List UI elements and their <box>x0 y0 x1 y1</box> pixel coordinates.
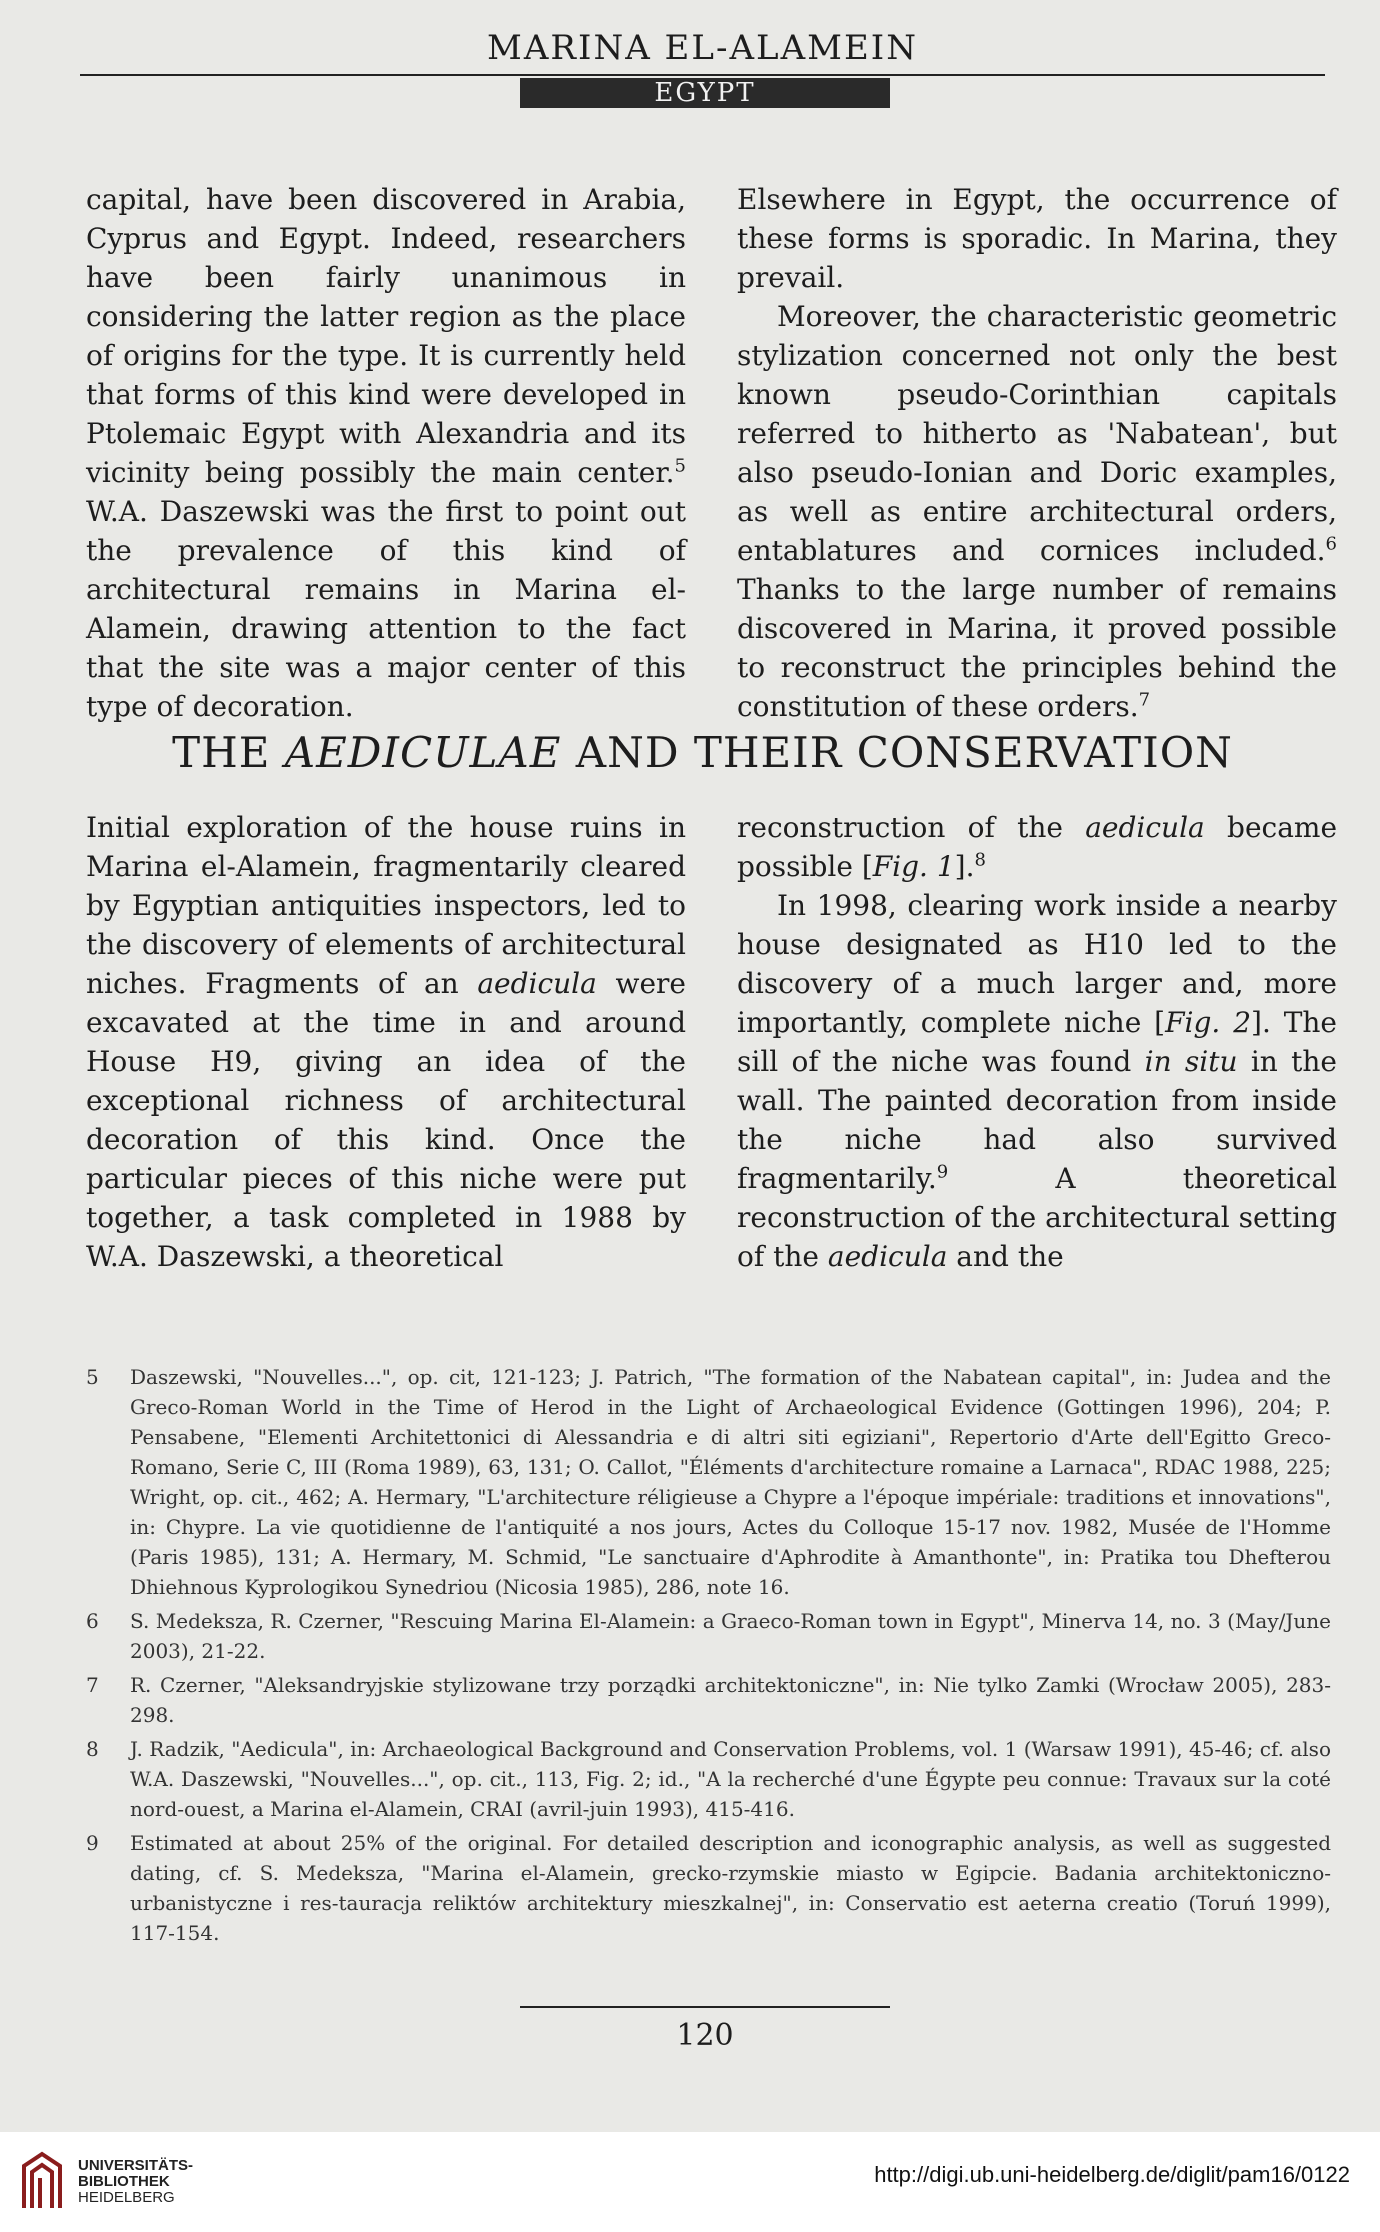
source-url-link[interactable]: http://digi.ub.uni-heidelberg.de/diglit/pam16/0122 <box>874 2162 1350 2187</box>
header-rule <box>80 74 1325 76</box>
section-label: EGYPT <box>520 78 890 108</box>
footnote-ref[interactable]: 7 <box>1138 689 1151 711</box>
library-name: UNIVERSITÄTS- BIBLIOTHEK HEIDELBERG <box>78 2157 194 2206</box>
footnote-ref[interactable]: 5 <box>674 455 686 477</box>
footnotes <box>86 1362 1331 1952</box>
figure-ref[interactable]: Fig. 1 <box>872 850 955 883</box>
paragraph: capital, have been discovered in Arabia, Cyprus and Egypt. Indeed, researchers have been fairly unanimous in considering the latter region as the place of origins for the type. It is currently held that forms of this kind were developed in Ptolemaic Egypt with Alexandria and its vicinity being possibly the main center.$^5$ W.A. Daszewski was the first to point out the prevalence of this kind of architectural remains in Marina el-Alamein, drawing attention to the fact that the site was a major center of this type of decoration. <box>86 183 686 723</box>
library-logo-icon <box>16 2148 68 2212</box>
left-column-bottom <box>86 808 686 1276</box>
footnote: 8 J. Radzik, "Aedicula", in: Archaeological Background and Conservation Problems, vol. 1 (Warsaw 1991), 45-46; cf. also W.A. Daszewski, "Nouvelles...", op. cit., 113, Fig. 2; id., "A la recherché d'une Égypte peu connue: Travaux sur la coté nord-ouest, a Marina el-Alamein, CRAI (avril-juin 1993), 415-416. <box>86 1737 1331 1821</box>
paragraph: reconstruction of the aedicula became possible [Fig. 1].$^8$ <box>737 811 1338 883</box>
paragraph: Initial exploration of the house ruins in Marina el-Alamein, fragmentarily cleared by Egyptian antiquities inspectors, led to the discovery of elements of architectural niches. Fragments of an aedicula were excavated at the time in and around House H9, giving an idea of the exceptional richness of architectural decoration of this kind. Once the particular pieces of this niche were put together, a task completed in 1988 by W.A. Daszewski, a theoretical <box>86 811 686 1273</box>
section-heading: THE AEDICULAE AND THEIR CONSERVATION <box>172 728 1233 777</box>
page-number: 120 <box>676 2018 734 2053</box>
footnote-ref[interactable]: 6 <box>1325 533 1337 555</box>
footnote-ref[interactable]: 9 <box>936 1161 949 1183</box>
figure-ref[interactable]: Fig. 2 <box>1165 1006 1252 1039</box>
footnote: 6 S. Medeksza, R. Czerner, "Rescuing Marina El-Alamein: a Graeco-Roman town in Egypt", Minerva 14, no. 3 (May/June 2003), 21-22. <box>86 1609 1331 1663</box>
paragraph: In 1998, clearing work inside a nearby house designated as H10 led to the discovery of a much larger and, more importantly, complete niche [Fig. 2]. The sill of the niche was found in situ in the wall. The painted decoration from inside the niche had also survived fragmentarily.$^9$ A theoretical reconstruction of the architectural setting of the aedicula and the <box>737 889 1338 1273</box>
footnote: 7 R. Czerner, "Aleksandryjskie stylizowane trzy porządki architektoniczne", in: Nie tylko Zamki (Wrocław 2005), 283-298. <box>86 1673 1331 1727</box>
left-column-top <box>86 180 686 726</box>
paragraph: Moreover, the characteristic geometric stylization concerned not only the best known pseudo-Corinthian capitals referred to hitherto as 'Nabatean', but also pseudo-Ionian and Doric examples, as well as entire architectural orders, entablatures and cornices included.$^6$ Thanks to the large number of remains discovered in Marina, it proved possible to reconstruct the principles behind the constitution of these orders.$^7$ <box>737 300 1337 723</box>
footnote: 5 Daszewski, "Nouvelles...", op. cit, 121-123; J. Patrich, "The formation of the Nabatean capital", in: Judea and the Greco-Roman World in the Time of Herod in the Light of Archaeological Evidence (Gottingen 1996), 204; P. Pensabene, "Elementi Architettonici di Alessandria e di altri siti egiziani", Repertorio d'Arte dell'Egitto Greco-Romano, Serie C, III (Roma 1989), 63, 131; O. Callot, "Éléments d'architecture romaine a Larnaca", RDAC 1988, 225; Wright, op. cit., 462; A. Hermary, "L'architecture réligieuse a Chypre a l'époque impériale: traditions et innovations", in: Chypre. La vie quotidienne de l'antiquité a nos jours, Actes du Colloque 15-17 nov. 1982, Musée de l'Homme (Paris 1985), 131; A. Hermary, M. Schmid, "Le sanctuaire d'Aphrodite à Amanthonte", in: Pratika tou Dhefterou Dhiehnous Kyprologikou Synedriou (Nicosia 1985), 286, note 16. <box>86 1365 1331 1599</box>
paragraph: Elsewhere in Egypt, the occurrence of these forms is sporadic. In Marina, they prevail. <box>737 183 1337 294</box>
running-title: MARINA EL-ALAMEIN <box>487 28 918 68</box>
right-column-top <box>737 180 1337 726</box>
footnote-ref[interactable]: 8 <box>974 849 986 871</box>
page-number-rule <box>520 2006 890 2008</box>
library-footer <box>0 2132 1380 2232</box>
right-column-bottom <box>737 808 1337 1276</box>
footnote: 9 Estimated at about 25% of the original. For detailed description and iconographic analysis, as well as suggested dating, cf. S. Medeksza, "Marina el-Alamein, grecko-rzymskie miasto w Egipcie. Badania architektoniczno-urbanistyczne i res-tauracja reliktów architektury mieszkalnej", in: Conservatio est aeterna creatio (Toruń 1999), 117-154. <box>86 1831 1331 1945</box>
